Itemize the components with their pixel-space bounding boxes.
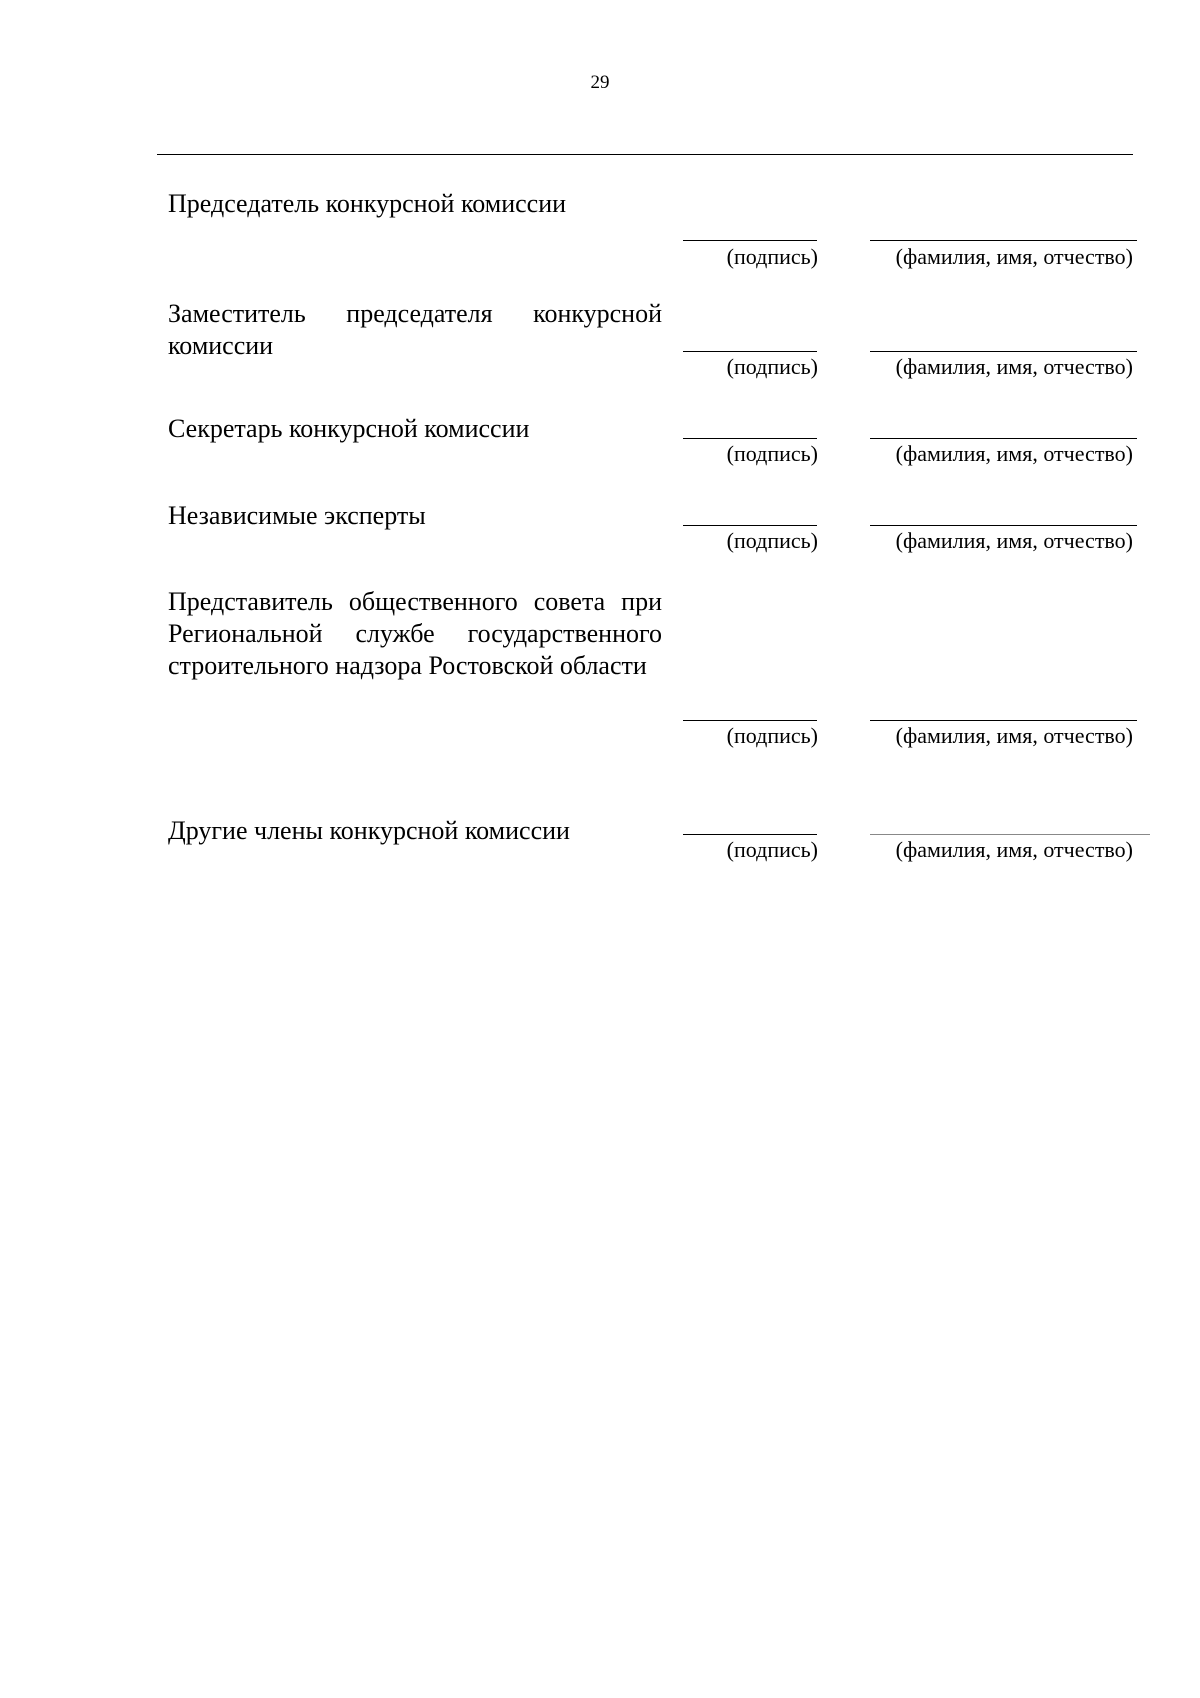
name-line [870, 720, 1137, 721]
signature-line [683, 351, 817, 352]
signature-caption: (подпись) [726, 528, 818, 553]
role-title: Другие члены конкурсной комиссии [168, 816, 570, 845]
signature-line [683, 240, 817, 241]
name-caption: (фамилия, имя, отчество) [895, 441, 1133, 466]
signature-line [683, 525, 817, 526]
name-caption: (фамилия, имя, отчество) [895, 837, 1133, 862]
top-rule [157, 154, 1133, 155]
role-title: Председатель конкурсной комиссии [168, 189, 567, 218]
signature-caption: (подпись) [726, 723, 818, 748]
signature-line [683, 834, 817, 835]
name-line [870, 525, 1137, 526]
name-line [870, 240, 1137, 241]
role-title: Секретарь конкурсной комиссии [168, 414, 530, 443]
name-line [870, 438, 1137, 439]
name-caption: (фамилия, имя, отчество) [895, 244, 1133, 269]
signature-line [683, 438, 817, 439]
name-line [870, 834, 1150, 835]
role-title: Представитель общественного совета при Региональной службе государственного строительного надзора Ростовской области [168, 587, 662, 680]
name-caption: (фамилия, имя, отчество) [895, 354, 1133, 379]
role-title: Заместитель председателя конкурсной комиссии [168, 299, 662, 360]
role-title: Независимые эксперты [168, 501, 426, 530]
signature-line [683, 720, 817, 721]
name-caption: (фамилия, имя, отчество) [895, 528, 1133, 553]
name-caption: (фамилия, имя, отчество) [895, 723, 1133, 748]
name-line [870, 351, 1137, 352]
signature-caption: (подпись) [726, 354, 818, 379]
signature-caption: (подпись) [726, 441, 818, 466]
page-number: 29 [590, 72, 610, 93]
signature-caption: (подпись) [726, 244, 818, 269]
signature-caption: (подпись) [726, 837, 818, 862]
